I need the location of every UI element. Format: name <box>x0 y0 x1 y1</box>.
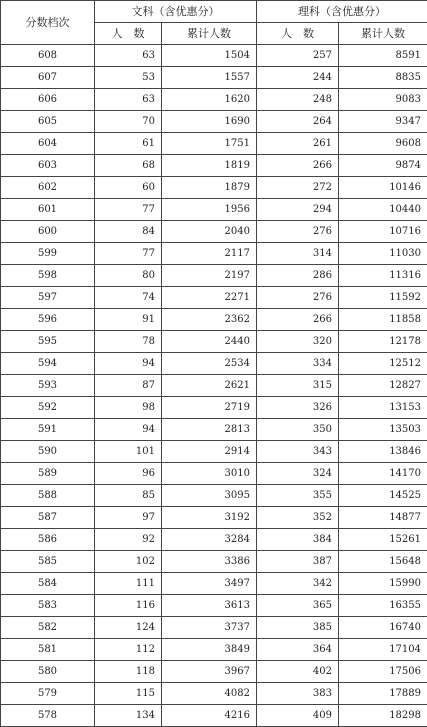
science-cumulative-cell: 8591 <box>339 45 427 67</box>
science-count-cell: 387 <box>257 551 339 573</box>
score-cell: 591 <box>1 419 95 441</box>
score-cell: 605 <box>1 111 95 133</box>
score-cell: 589 <box>1 463 95 485</box>
table-row <box>1 199 427 221</box>
arts-cumulative-cell: 1879 <box>162 177 257 199</box>
science-count-cell: 261 <box>257 133 339 155</box>
science-cumulative-cell: 16740 <box>339 617 427 639</box>
arts-count-cell: 63 <box>95 45 162 67</box>
table-header <box>1 1 427 45</box>
score-cell: 606 <box>1 89 95 111</box>
science-cumulative-cell: 9083 <box>339 89 427 111</box>
score-cell: 607 <box>1 67 95 89</box>
arts-cumulative-cell: 2197 <box>162 265 257 287</box>
arts-cumulative-cell: 1751 <box>162 133 257 155</box>
arts-count-cell: 115 <box>95 683 162 705</box>
science-count-cell: 342 <box>257 573 339 595</box>
science-count-cell: 352 <box>257 507 339 529</box>
science-cumulative-cell: 17889 <box>339 683 427 705</box>
table-row <box>1 595 427 617</box>
arts-count-cell: 94 <box>95 353 162 375</box>
science-cumulative-cell: 17104 <box>339 639 427 661</box>
score-cell: 584 <box>1 573 95 595</box>
science-cumulative-cell: 18298 <box>339 705 427 727</box>
arts-count-cell: 70 <box>95 111 162 133</box>
table-row <box>1 419 427 441</box>
arts-cumulative-cell: 3613 <box>162 595 257 617</box>
score-cell: 603 <box>1 155 95 177</box>
science-cumulative-cell: 9347 <box>339 111 427 133</box>
arts-group-header: 文科（含优惠分） <box>95 1 257 23</box>
score-cell: 594 <box>1 353 95 375</box>
score-cell: 596 <box>1 309 95 331</box>
score-cell: 588 <box>1 485 95 507</box>
science-count-cell: 315 <box>257 375 339 397</box>
arts-cumulative-cell: 2271 <box>162 287 257 309</box>
score-cell: 580 <box>1 661 95 683</box>
arts-cumulative-cell: 3497 <box>162 573 257 595</box>
arts-count-cell: 80 <box>95 265 162 287</box>
science-count-cell: 266 <box>257 309 339 331</box>
science-cumulative-cell: 10146 <box>339 177 427 199</box>
arts-cumulative-cell: 2813 <box>162 419 257 441</box>
science-count-cell: 244 <box>257 67 339 89</box>
table-row <box>1 155 427 177</box>
score-tier-header: 分数档次 <box>1 1 95 45</box>
table-row <box>1 639 427 661</box>
science-count-cell: 409 <box>257 705 339 727</box>
science-count-cell: 365 <box>257 595 339 617</box>
score-cell: 601 <box>1 199 95 221</box>
science-count-cell: 326 <box>257 397 339 419</box>
table-row <box>1 243 427 265</box>
score-cell: 598 <box>1 265 95 287</box>
arts-cumulative-cell: 2362 <box>162 309 257 331</box>
table-row <box>1 529 427 551</box>
arts-count-cell: 77 <box>95 199 162 221</box>
table-body <box>1 45 427 727</box>
science-cumulative-cell: 12512 <box>339 353 427 375</box>
arts-count-cell: 87 <box>95 375 162 397</box>
header-row-groups <box>1 1 427 23</box>
science-count-cell: 272 <box>257 177 339 199</box>
science-cumulative-cell: 12827 <box>339 375 427 397</box>
science-cumulative-header: 累计人数 <box>339 23 427 45</box>
arts-count-cell: 63 <box>95 89 162 111</box>
table-row <box>1 617 427 639</box>
arts-cumulative-cell: 3284 <box>162 529 257 551</box>
science-count-cell: 324 <box>257 463 339 485</box>
arts-cumulative-cell: 2621 <box>162 375 257 397</box>
arts-cumulative-cell: 2719 <box>162 397 257 419</box>
table-row <box>1 265 427 287</box>
science-count-cell: 314 <box>257 243 339 265</box>
science-count-cell: 294 <box>257 199 339 221</box>
table-row <box>1 287 427 309</box>
arts-count-cell: 94 <box>95 419 162 441</box>
science-cumulative-cell: 16355 <box>339 595 427 617</box>
table-row <box>1 485 427 507</box>
table-row <box>1 397 427 419</box>
table-row <box>1 309 427 331</box>
arts-count-cell: 101 <box>95 441 162 463</box>
science-cumulative-cell: 8835 <box>339 67 427 89</box>
arts-cumulative-cell: 3386 <box>162 551 257 573</box>
table-row <box>1 573 427 595</box>
science-group-header: 理科（含优惠分） <box>257 1 427 23</box>
science-cumulative-cell: 17506 <box>339 661 427 683</box>
table-row <box>1 683 427 705</box>
science-cumulative-cell: 11858 <box>339 309 427 331</box>
arts-cumulative-cell: 2040 <box>162 221 257 243</box>
score-cell: 583 <box>1 595 95 617</box>
science-count-cell: 257 <box>257 45 339 67</box>
score-cell: 595 <box>1 331 95 353</box>
arts-cumulative-cell: 3010 <box>162 463 257 485</box>
arts-count-cell: 98 <box>95 397 162 419</box>
table-row <box>1 331 427 353</box>
table-row <box>1 221 427 243</box>
science-count-cell: 334 <box>257 353 339 375</box>
arts-cumulative-cell: 1557 <box>162 67 257 89</box>
score-cell: 602 <box>1 177 95 199</box>
score-cell: 593 <box>1 375 95 397</box>
table-row <box>1 89 427 111</box>
science-cumulative-cell: 15261 <box>339 529 427 551</box>
score-cell: 599 <box>1 243 95 265</box>
arts-count-cell: 92 <box>95 529 162 551</box>
arts-count-cell: 97 <box>95 507 162 529</box>
table-row <box>1 67 427 89</box>
score-cell: 586 <box>1 529 95 551</box>
arts-cumulative-cell: 2117 <box>162 243 257 265</box>
science-cumulative-cell: 15990 <box>339 573 427 595</box>
science-count-cell: 384 <box>257 529 339 551</box>
science-cumulative-cell: 15648 <box>339 551 427 573</box>
table-row <box>1 463 427 485</box>
arts-count-cell: 118 <box>95 661 162 683</box>
arts-count-cell: 96 <box>95 463 162 485</box>
science-count-cell: 383 <box>257 683 339 705</box>
science-count-cell: 286 <box>257 265 339 287</box>
arts-count-header: 人 数 <box>95 23 162 45</box>
arts-count-cell: 134 <box>95 705 162 727</box>
table-row <box>1 507 427 529</box>
score-cell: 579 <box>1 683 95 705</box>
table-row <box>1 441 427 463</box>
arts-cumulative-header: 累计人数 <box>162 23 257 45</box>
arts-cumulative-cell: 1690 <box>162 111 257 133</box>
arts-count-cell: 74 <box>95 287 162 309</box>
science-cumulative-cell: 12178 <box>339 331 427 353</box>
arts-count-cell: 84 <box>95 221 162 243</box>
table-row <box>1 111 427 133</box>
arts-cumulative-cell: 4216 <box>162 705 257 727</box>
score-cell: 585 <box>1 551 95 573</box>
science-count-cell: 276 <box>257 287 339 309</box>
science-cumulative-cell: 10440 <box>339 199 427 221</box>
arts-count-cell: 60 <box>95 177 162 199</box>
score-cell: 582 <box>1 617 95 639</box>
table-row <box>1 551 427 573</box>
arts-cumulative-cell: 3095 <box>162 485 257 507</box>
score-cell: 581 <box>1 639 95 661</box>
science-cumulative-cell: 14170 <box>339 463 427 485</box>
table-row <box>1 661 427 683</box>
arts-cumulative-cell: 1819 <box>162 155 257 177</box>
science-cumulative-cell: 9608 <box>339 133 427 155</box>
score-cell: 597 <box>1 287 95 309</box>
arts-cumulative-cell: 3967 <box>162 661 257 683</box>
science-count-cell: 350 <box>257 419 339 441</box>
science-count-cell: 276 <box>257 221 339 243</box>
arts-cumulative-cell: 1956 <box>162 199 257 221</box>
arts-count-cell: 91 <box>95 309 162 331</box>
arts-count-cell: 68 <box>95 155 162 177</box>
science-count-cell: 266 <box>257 155 339 177</box>
score-cell: 590 <box>1 441 95 463</box>
score-cell: 592 <box>1 397 95 419</box>
arts-cumulative-cell: 3849 <box>162 639 257 661</box>
arts-cumulative-cell: 2440 <box>162 331 257 353</box>
science-cumulative-cell: 14525 <box>339 485 427 507</box>
arts-cumulative-cell: 4082 <box>162 683 257 705</box>
science-cumulative-cell: 11592 <box>339 287 427 309</box>
arts-cumulative-cell: 1620 <box>162 89 257 111</box>
arts-count-cell: 53 <box>95 67 162 89</box>
arts-count-cell: 112 <box>95 639 162 661</box>
science-count-cell: 343 <box>257 441 339 463</box>
arts-count-cell: 61 <box>95 133 162 155</box>
score-cell: 587 <box>1 507 95 529</box>
science-cumulative-cell: 14877 <box>339 507 427 529</box>
table-row <box>1 177 427 199</box>
arts-cumulative-cell: 3737 <box>162 617 257 639</box>
science-count-cell: 248 <box>257 89 339 111</box>
arts-count-cell: 111 <box>95 573 162 595</box>
arts-count-cell: 78 <box>95 331 162 353</box>
science-cumulative-cell: 11030 <box>339 243 427 265</box>
arts-count-cell: 124 <box>95 617 162 639</box>
arts-count-cell: 77 <box>95 243 162 265</box>
science-count-cell: 320 <box>257 331 339 353</box>
science-count-header: 人 数 <box>257 23 339 45</box>
arts-count-cell: 116 <box>95 595 162 617</box>
science-cumulative-cell: 13846 <box>339 441 427 463</box>
score-cell: 578 <box>1 705 95 727</box>
arts-cumulative-cell: 2534 <box>162 353 257 375</box>
science-cumulative-cell: 13503 <box>339 419 427 441</box>
science-count-cell: 364 <box>257 639 339 661</box>
score-cell: 600 <box>1 221 95 243</box>
score-cell: 608 <box>1 45 95 67</box>
arts-cumulative-cell: 3192 <box>162 507 257 529</box>
science-cumulative-cell: 9874 <box>339 155 427 177</box>
science-cumulative-cell: 10716 <box>339 221 427 243</box>
science-count-cell: 355 <box>257 485 339 507</box>
science-count-cell: 402 <box>257 661 339 683</box>
science-count-cell: 385 <box>257 617 339 639</box>
science-count-cell: 264 <box>257 111 339 133</box>
arts-cumulative-cell: 1504 <box>162 45 257 67</box>
arts-count-cell: 102 <box>95 551 162 573</box>
table-row <box>1 45 427 67</box>
table-row <box>1 375 427 397</box>
table-row <box>1 133 427 155</box>
score-cell: 604 <box>1 133 95 155</box>
science-cumulative-cell: 11316 <box>339 265 427 287</box>
arts-cumulative-cell: 2914 <box>162 441 257 463</box>
science-cumulative-cell: 13153 <box>339 397 427 419</box>
table-row <box>1 705 427 727</box>
arts-count-cell: 85 <box>95 485 162 507</box>
table-row <box>1 353 427 375</box>
